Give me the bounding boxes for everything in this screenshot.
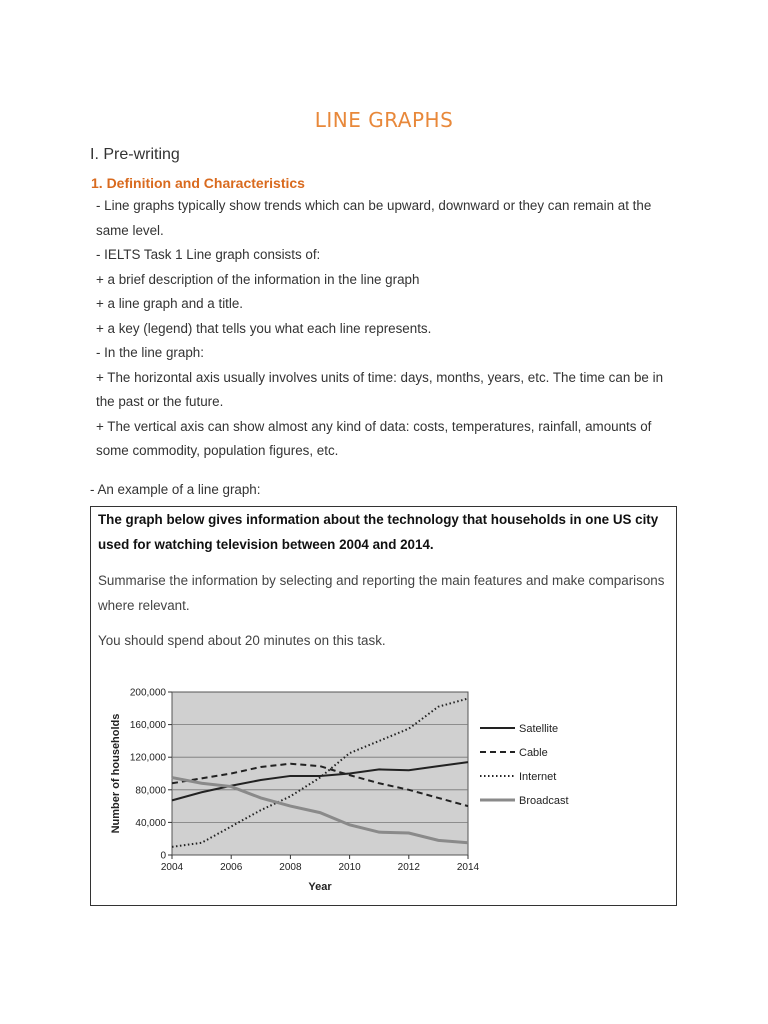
subsection-heading: 1. Definition and Characteristics <box>91 175 305 191</box>
legend-label-broadcast: Broadcast <box>519 795 569 807</box>
y-tick-label: 40,000 <box>135 817 166 829</box>
x-tick-label: 2012 <box>397 862 420 873</box>
paragraph: + a brief description of the information in the line graph <box>96 271 420 287</box>
definition-text <box>96 194 666 464</box>
line-chart <box>100 682 580 897</box>
x-tick-label: 2010 <box>338 862 361 873</box>
paragraph: - In the line graph: <box>96 345 204 360</box>
paragraph: + The vertical axis can show almost any kind of data: costs, temperatures, rainfall, amounts of some commodity, population figures, etc. <box>96 418 652 458</box>
task-time-note: You should spend about 20 minutes on this task. <box>98 633 386 648</box>
paragraph: - IELTS Task 1 Line graph consists of: <box>96 247 321 262</box>
legend-label-satellite: Satellite <box>519 723 559 735</box>
paragraph: + a key (legend) that tells you what each line represents. <box>96 320 432 336</box>
x-tick-label: 2008 <box>279 862 302 873</box>
paragraph: + a line graph and a title. <box>96 296 244 311</box>
y-tick-label: 0 <box>160 850 166 862</box>
paragraph: - Line graphs typically show trends which can be upward, downward or they can remain at the same level. <box>96 198 652 238</box>
task-heading: The graph below gives information about the technology that households in one US city used for watching television between 2004 and 2014. <box>98 512 659 552</box>
y-tick-label: 120,000 <box>129 752 166 764</box>
legend-label-internet: Internet <box>519 771 557 783</box>
x-tick-label: 2004 <box>160 862 184 873</box>
task-instruction: Summarise the information by selecting and reporting the main features and make comparisons where relevant. <box>98 573 665 613</box>
legend-label-cable: Cable <box>519 747 548 759</box>
section-heading: I. Pre-writing <box>90 146 180 163</box>
page-title: LINE GRAPHS <box>314 108 454 132</box>
example-label: - An example of a line graph: <box>90 482 261 497</box>
paragraph: + The horizontal axis usually involves units of time: days, months, years, etc. The time can be in the past or the future. <box>96 369 664 409</box>
y-tick-label: 200,000 <box>129 687 166 699</box>
y-axis-label: Number of households <box>110 713 122 834</box>
y-tick-label: 160,000 <box>129 720 166 732</box>
y-tick-label: 80,000 <box>135 785 166 797</box>
plot-area <box>172 692 468 855</box>
x-tick-label: 2006 <box>220 862 243 873</box>
x-axis-label: Year <box>308 881 332 893</box>
x-tick-label: 2014 <box>456 862 480 873</box>
